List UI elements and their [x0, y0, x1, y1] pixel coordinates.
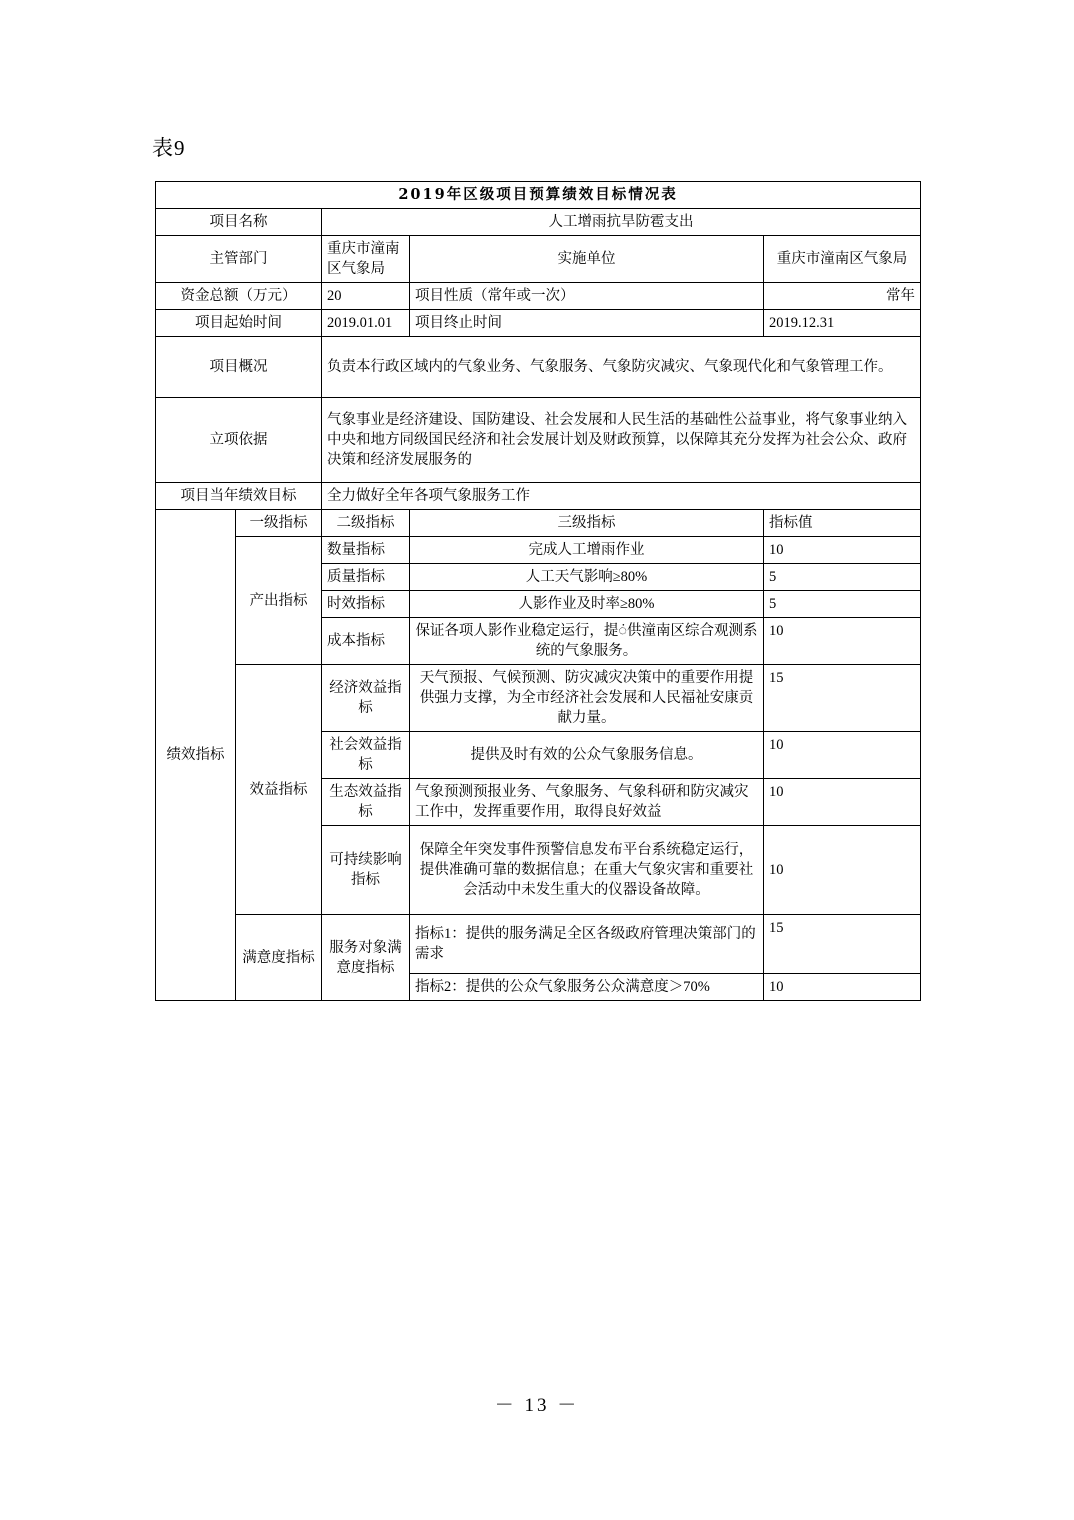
department-label: 主管部门: [156, 236, 322, 283]
table-label: 表9: [152, 136, 186, 160]
performance-indicator-label: 绩效指标: [156, 510, 236, 1001]
nature-value: 常年: [764, 283, 921, 310]
annual-goal-label: 项目当年绩效目标: [156, 483, 322, 510]
indicator-level3: 人工天气影响≥80%: [410, 564, 764, 591]
indicator-value: 5: [764, 564, 921, 591]
indicator-level3: 指标1：提供的服务满足全区各级政府管理决策部门的需求: [410, 915, 764, 974]
indicator-value: 10: [764, 618, 921, 665]
unit-value: 重庆市潼南区气象局: [764, 236, 921, 283]
nature-label: 项目性质（常年或一次）: [410, 283, 764, 310]
department-value: 重庆市潼南区气象局: [322, 236, 410, 283]
amount-value: 20: [322, 283, 410, 310]
table-row: [156, 665, 921, 732]
table-title: 2019年区级项目预算绩效目标情况表: [156, 182, 921, 209]
end-date-value: 2019.12.31: [764, 310, 921, 337]
indicator-value: 10: [764, 974, 921, 1001]
indicator-header-level3: 三级指标: [410, 510, 764, 537]
basis-value: 气象事业是经济建设、国防建设、社会发展和人民生活的基础性公益事业，将气象事业纳入中央和地方同级国民经济和社会发展计划及财政预算，以保障其充分发挥为社会公众、政府决策和经济发展服务的: [322, 398, 921, 483]
indicator-header-level2: 二级指标: [322, 510, 410, 537]
row-department: [156, 236, 921, 283]
indicator-level3: 保证各项人影作业稳定运行，提ं供潼南区综合观测系统的气象服务。: [410, 618, 764, 665]
indicator-level2: 时效指标: [322, 591, 410, 618]
indicator-level1-benefit: 效益指标: [236, 665, 322, 915]
indicator-value: 10: [764, 732, 921, 779]
indicator-value: 5: [764, 591, 921, 618]
indicator-level3: 指标2：提供的公众气象服务公众满意度＞70%: [410, 974, 764, 1001]
indicator-level3: 气象预测预报业务、气象服务、气象科研和防灾减灾工作中，发挥重要作用，取得良好效益: [410, 779, 764, 826]
budget-performance-table: [155, 181, 921, 1001]
indicator-level1-satisfaction: 满意度指标: [236, 915, 322, 1001]
row-basis: [156, 398, 921, 483]
row-indicator-header: [156, 510, 921, 537]
amount-label: 资金总额（万元）: [156, 283, 322, 310]
indicator-level2: 社会效益指标: [322, 732, 410, 779]
row-annual-goal: [156, 483, 921, 510]
indicator-value: 15: [764, 665, 921, 732]
indicator-level3: 完成人工增雨作业: [410, 537, 764, 564]
indicator-value: 10: [764, 779, 921, 826]
indicator-value: 10: [764, 826, 921, 915]
end-date-label: 项目终止时间: [410, 310, 764, 337]
start-date-value: 2019.01.01: [322, 310, 410, 337]
indicator-level2: 服务对象满意度指标: [322, 915, 410, 1001]
project-name-label: 项目名称: [156, 209, 322, 236]
indicator-header-level1: 一级指标: [236, 510, 322, 537]
unit-label: 实施单位: [410, 236, 764, 283]
basis-label: 立项依据: [156, 398, 322, 483]
row-dates: [156, 310, 921, 337]
indicator-level3: 保障全年突发事件预警信息发布平台系统稳定运行，提供准确可靠的数据信息；在重大气象灾害和重要社会活动中未发生重大的仪器设备故障。: [410, 826, 764, 915]
project-name-value: 人工增雨抗旱防雹支出: [322, 209, 921, 236]
row-amount: [156, 283, 921, 310]
table-row: [156, 537, 921, 564]
page-number: － 13 －: [494, 1395, 580, 1416]
indicator-level2: 经济效益指标: [322, 665, 410, 732]
indicator-level3: 天气预报、气候预测、防灾减灾决策中的重要作用提供强力支撑，为全市经济社会发展和人民福祉安康贡献力量。: [410, 665, 764, 732]
start-date-label: 项目起始时间: [156, 310, 322, 337]
indicator-value: 10: [764, 537, 921, 564]
indicator-level3: 提供及时有效的公众气象服务信息。: [410, 732, 764, 779]
table-title-row: [156, 182, 921, 209]
indicator-level2: 数量指标: [322, 537, 410, 564]
annual-goal-value: 全力做好全年各项气象服务工作: [322, 483, 921, 510]
table-row: [156, 915, 921, 974]
row-project-name: [156, 209, 921, 236]
indicator-value: 15: [764, 915, 921, 974]
overview-label: 项目概况: [156, 337, 322, 398]
indicator-level2: 成本指标: [322, 618, 410, 665]
indicator-header-value: 指标值: [764, 510, 921, 537]
indicator-level1-output: 产出指标: [236, 537, 322, 665]
indicator-level3: 人影作业及时率≥80%: [410, 591, 764, 618]
indicator-level2: 质量指标: [322, 564, 410, 591]
indicator-level2: 生态效益指标: [322, 779, 410, 826]
row-overview: [156, 337, 921, 398]
overview-value: 负责本行政区域内的气象业务、气象服务、气象防灾减灾、气象现代化和气象管理工作。: [322, 337, 921, 398]
indicator-level2: 可持续影响指标: [322, 826, 410, 915]
